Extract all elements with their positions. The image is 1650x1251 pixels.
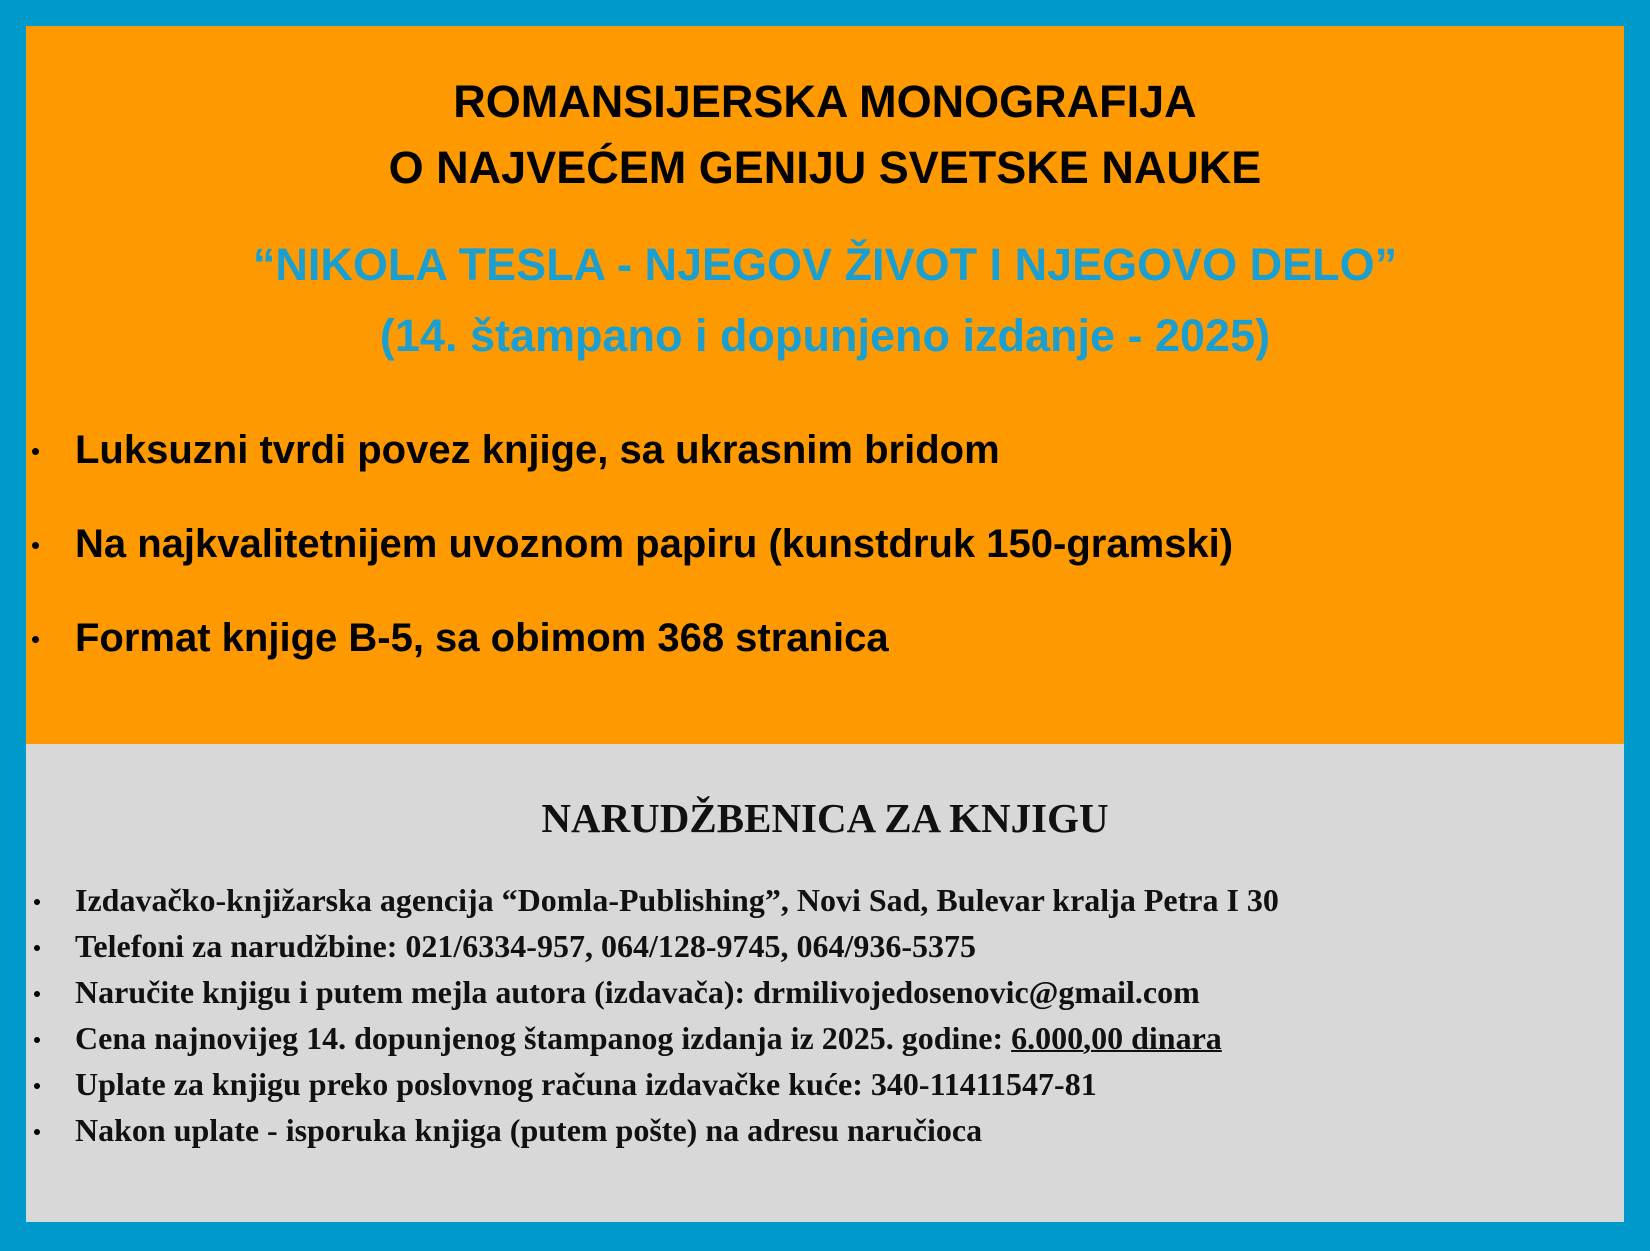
price-value: 6.000,00 dinara xyxy=(1011,1020,1222,1056)
feature-item xyxy=(26,518,1624,570)
order-item-text: Nakon uplate - isporuka knjiga (putem pošte) na adresu naručioca xyxy=(75,1112,983,1148)
book-edition: (14. štampano i dopunjeno izdanje - 2025) xyxy=(379,310,1271,361)
order-item-bank-account xyxy=(26,1064,1624,1104)
bullet-icon xyxy=(32,448,39,455)
order-item-price-line xyxy=(75,1018,1222,1058)
bullet-icon xyxy=(34,991,40,997)
bullet-icon xyxy=(32,636,39,643)
promo-headline-line-1: ROMANSIJERSKA MONOGRAFIJA xyxy=(453,76,1197,127)
order-item-phones xyxy=(26,926,1624,966)
feature-text: Format knjige B-5, sa obimom 368 stranica xyxy=(75,616,889,660)
bullet-icon xyxy=(32,542,39,549)
feature-item xyxy=(26,424,1624,476)
order-item-text: Izdavačko-knjižarska agencija “Domla-Publishing”, Novi Sad, Bulevar kralja Petra I 30 xyxy=(75,882,1279,918)
feature-text: Na najkvalitetnijem uvoznom papiru (kunstdruk 150-gramski) xyxy=(75,522,1234,566)
order-item-text: Cena najnovijeg 14. dopunjenog štampanog izdanja iz 2025. godine: xyxy=(75,1020,1012,1056)
order-item-publisher xyxy=(26,880,1624,920)
bullet-icon xyxy=(34,1129,40,1135)
order-item-text: Uplate za knjigu preko poslovnog računa izdavačke kuće: 340-11411547-81 xyxy=(75,1066,1097,1102)
feature-item xyxy=(26,612,1624,664)
book-promo-panel xyxy=(26,26,1624,744)
order-item-price xyxy=(26,1018,1624,1058)
bullet-icon xyxy=(34,899,40,905)
bullet-icon xyxy=(34,1037,40,1043)
book-title: “NIKOLA TESLA - NJEGOV ŽIVOT I NJEGOVO DELO” xyxy=(252,239,1398,290)
feature-text: Luksuzni tvrdi povez knjige, sa ukrasnim bridom xyxy=(75,428,1000,472)
order-form-title: NARUDŽBENICA ZA KNJIGU xyxy=(541,795,1109,841)
promo-headline-line-2: O NAJVEĆEM GENIJU SVETSKE NAUKE xyxy=(388,142,1262,193)
order-item-email xyxy=(26,972,1624,1012)
order-item-delivery xyxy=(26,1110,1624,1150)
bullet-icon xyxy=(34,1083,40,1089)
order-form-panel xyxy=(26,744,1624,1222)
order-item-text: Telefoni za narudžbine: 021/6334-957, 064/128-9745, 064/936-5375 xyxy=(75,928,977,964)
order-item-text: Naručite knjigu i putem mejla autora (izdavača): drmilivojedosenovic@gmail.com xyxy=(75,974,1200,1010)
bullet-icon xyxy=(34,945,40,951)
